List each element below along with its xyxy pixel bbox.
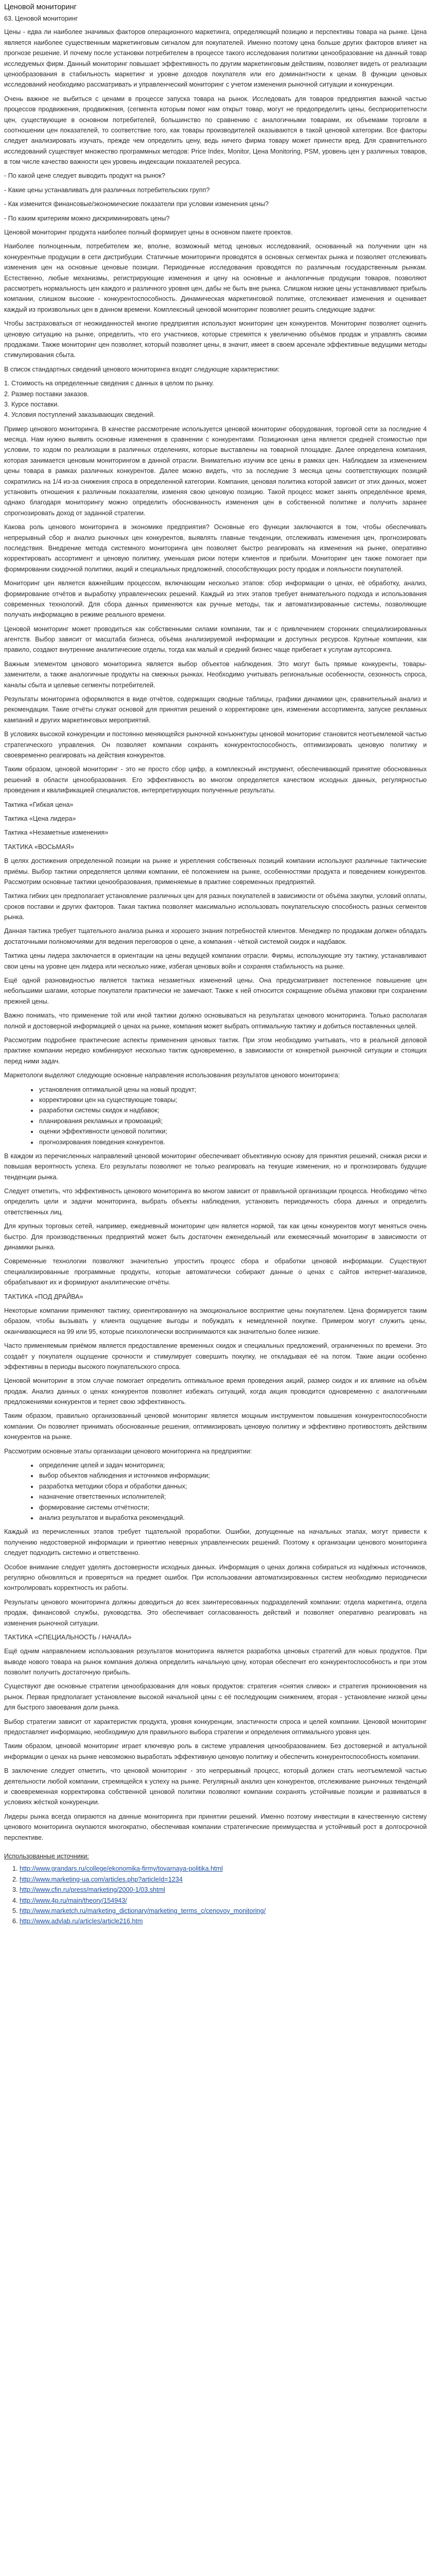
source-item	[20, 1906, 427, 1916]
paragraph: Важно понимать, что применение той или иной тактики должно основываться на результатах ценового мониторинга. Только располагая полной и достоверной информацией о ценах на рынке, компания может выбрать оптимальную тактику и добиться поставленных целей.	[4, 1012, 427, 1030]
paragraph: В заключение следует отметить, что ценовой мониторинг - это непрерывный процесс, который должен стать неотъемлемой частью деятельности любой компании, стремящейся к успеху на рынке. Регулярный анализ цен конкурентов, отслеживание рыночных тенденций и своевременная корректировка собственной ценовой политики позволяют компании сохранять устойчивые позиции и развиваться в условиях жёсткой конкуренции.	[4, 1767, 427, 1806]
paragraph: ТАКТИКА «СПЕЦИАЛЬНОСТЬ / НАЧАЛА»	[4, 1633, 132, 1641]
paragraph: Тактика «Цена лидера»	[4, 815, 76, 822]
paragraph: - Как изменится финансовые/экономические показатели при условии изменения цены?	[4, 200, 269, 208]
source-item	[20, 1863, 427, 1874]
paragraph: Ещё одной разновидностью является тактика незаметных изменений цены. Она предусматривает постепенное повышение цен небольшими шагами, которые покупатели практически не замечают. Также к ней относится сокращение объёма упаковки при сохранении прежней цены.	[4, 977, 427, 1005]
paragraph: Данная тактика требует тщательного анализа рынка и хорошего знания потребностей клиентов. Менеджер по продажам должен обладать достаточными полномочиями для ведения переговоров о цене, а компания - чёткой системой скидок и надбавок.	[4, 927, 427, 945]
source-item	[20, 1916, 427, 1926]
paragraph: Очень важное не выбиться с ценами в процессе запуска товара на рынок. Исследовать для товаров предприятия важной частью процессов продвижения, продвижения, (сегмента которым помог нам открыт товар, могут не предопределить цены, бесприоритетности цен, существующие в основном потребителей, большинство по сравнению с аналогичными товарами, их объемами торговли в соотношении цен показателей, то соответствие того, как товары производителей оказываются в такой ценовой категории. Все факторы следует анализировать изучать, прежде чем определить цену, ведь ничего фирма товару может принести вред. Для сравнительного исследований существует множество программных методов: Price Index, Monitor, Цена Monitoring, PSM, уровень цен у различных товаров, в том числе качество важности цен уровень индексации показателей ресурса.	[4, 95, 427, 166]
paragraph: Каждый из перечисленных этапов требует тщательной проработки. Ошибки, допущенные на начальных этапах, могут привести к получению недостоверной информации и принятию неверных управленческих решений. Поэтому к организации ценового мониторинга следует подходить системно и ответственно.	[4, 1528, 427, 1557]
paragraph: Тактика гибких цен предполагает установление различных цен для разных покупателей в зависимости от объёма закупки, условий оплаты, сроков поставки и других факторов. Такая тактика позволяет максимально использовать покупательскую способность разных сегментов рынка.	[4, 892, 427, 921]
list-item: 1. Стоимость на определенные сведения с данных в целом по рынку.	[4, 380, 214, 387]
sources-heading: Использованные источники:	[4, 1852, 89, 1860]
paragraph: Таким образом, ценовой мониторинг - это не просто сбор цифр, а комплексный инструмент, обеспечивающий принятие обоснованных решений в области ценообразования. Его эффективность во многом определяется качеством исходных данных, регулярностью проведения и квалификацией специалистов, интерпретирующих полученные результаты.	[4, 766, 427, 794]
source-item	[20, 1885, 427, 1895]
paragraph: Тактика «Незаметные изменения»	[4, 829, 109, 837]
paragraph: Мониторинг цен является важнейшим процессом, включающим несколько этапов: сбор информации о ценах, её обработку, анализ, формирование отчётов и выработку управленческих решений. Каждый из этих этапов требует внимательного подхода и использования современных технологий. Для сбора данных применяются как ручные методы, так и автоматизированные системы, позволяющие получать информацию в режиме реального времени.	[4, 580, 427, 619]
paragraph: Рассмотрим основные этапы организации ценового мониторинга на предприятии:	[4, 1447, 252, 1455]
list-item: 4. Условия поступлений заказывающих сведений.	[4, 411, 155, 419]
paragraph: Особое внимание следует уделять достоверности исходных данных. Информация о ценах должна собираться из надёжных источников, регулярно обновляться и проверяться на предмет ошибок. При использовании автоматизированных систем необходимо периодически контролировать корректность их работы.	[4, 1563, 427, 1592]
paragraph: Таким образом, правильно организованный ценовой мониторинг является мощным инструментом повышения конкурентоспособности компании. Он позволяет принимать обоснованные решения, оптимизировать ценовую политику и эффективно противостоять действиям конкурентов на рынке.	[4, 1412, 427, 1441]
page-title: Ценовой мониторинг	[4, 3, 77, 11]
paragraph: - По какой цене следует выводить продукт на рынок?	[4, 172, 165, 180]
paragraph: Чтобы застраховаться от неожиданностей многие предприятия используют мониторинг цен конкурентов. Мониторинг позволяет оценить ценовую ситуацию на рынке, определить, что его участников, которые стремятся к увеличению объёмов продаж и управлять своими продажами. Также мониторинг цен позволяет, который позволяет цены, в значит, имеет в своем арсенале эффективные ведущими методы стимулирования сбыта.	[4, 320, 427, 359]
source-link[interactable]: http://www.4p.ru/main/theory/154943/	[20, 1896, 127, 1904]
paragraph: Ценовой мониторинг продукта наиболее полный формирует цены в основном пакете проектов.	[4, 229, 293, 236]
paragraph: В список стандартных сведений ценового мониторинга входят следующие характеристики:	[4, 365, 280, 373]
paragraph: В целях достижения определенной позиции на рынке и укрепления собственных позиций компании используют различные тактические приёмы. Выбор тактики определяется целями компании, её положением на рынке, особенностями продукта и поведением конкурентов. Рассмотрим основные тактики ценообразования, применяемые в практике современных предприятий.	[4, 857, 427, 886]
paragraph: Современные технологии позволяют значительно упростить процесс сбора и обработки ценовой информации. Существуют специализированные программные продукты, которые автоматически собирают данные о ценах с сайтов интернет-магазинов, обрабатывают их и формируют аналитические отчёты.	[4, 1258, 427, 1286]
paragraph: Некоторые компании применяют тактику, ориентированную на эмоциональное восприятие цены покупателем. Цена формируется таким образом, чтобы вызывать у клиента ощущение выгоды и побуждать к немедленной покупке. Примером могут служить цены, оканчивающиеся на 99 или 95, которые психологически воспринимаются как значительно более низкие.	[4, 1307, 427, 1335]
paragraph: Лидеры рынка всегда опираются на данные мониторинга при принятии решений. Именно поэтому инвестиции в качественную систему ценового мониторинга окупаются многократно, обеспечивая компании стратегические преимущества и устойчивый рост в долгосрочной перспективе.	[4, 1812, 427, 1841]
source-item	[20, 1895, 427, 1906]
bullet-item: • разработки системы скидок и надбавок;	[38, 1105, 427, 1115]
list-item: 3. Курсе поставки.	[4, 400, 59, 408]
bullet-item: • определение целей и задач мониторинга;	[38, 1460, 427, 1470]
paragraph: Результаты мониторинга оформляются в виде отчётов, содержащих сводные таблицы, графики динамики цен, сравнительный анализ и рекомендации. Такие отчёты служат основой для принятия решений о корректировке цен, изменении ассортимента, запуске рекламных кампаний и других маркетинговых мероприятий.	[4, 696, 427, 724]
paragraph: - Какие цены устанавливать для различных потребительских групп?	[4, 186, 210, 194]
source-link[interactable]: http://www.marketch.ru/marketing_dictionary/marketing_terms_c/cenovoy_monitoring/	[20, 1907, 266, 1914]
paragraph: Маркетологи выделяют следующие основные направления использования результатов ценового мониторинга:	[4, 1072, 340, 1079]
paragraph: В каждом из перечисленных направлений ценовой мониторинг обеспечивает объективную основу для принятия решений, снижая риски и повышая вероятность успеха. Его результаты позволяют не только реагировать на текущие изменения, но и прогнозировать будущие тенденции рынка.	[4, 1152, 427, 1181]
source-link[interactable]: http://www.grandars.ru/college/ekonomika-firmy/tovarnaya-politika.html	[20, 1865, 223, 1873]
paragraph: Пример ценового мониторинга. В качестве рассмотрение используется ценовой мониторинг оборудования, торговой сети за последние 4 месяца. Нам нужно выявить основные изменения в сравнении с конкурентами. Позиционная цена является средней стоимостью при условии, то ходом по реализации в различных отделениях, которые выставлены на товарной площадке. Далее определена компания, которая занимается ценовым мониторингом в данной отрасли. Внимательно изучим все цены в рамках цен. Наблюдаем за изменением цены товара в рамках различных конкурентов. Далее можно видеть, что за последние 3 месяца цены соответствующих позиций сократились на 1/4 из-за снижения спроса в определенной категории. Компания, ценовая политика которой зависит от этих данных, может установить отношения к различным показателям, изменяя свою ценовую позицию. Такой процесс может занять определённое время, однако благодаря мониторингу можно определить обоснованность изменения цен в собственной политике и получить заранее спрогнозировать доход от заданной стратегии.	[4, 425, 427, 517]
bullet-item: • оценки эффективности ценовой политики;	[38, 1126, 427, 1137]
paragraph: Выбор стратегии зависит от характеристик продукта, уровня конкуренции, эластичности спроса и целей компании. Ценовой мониторинг предоставляет информацию, необходимую для правильного выбора стратегии и определения оптимального уровня цен.	[4, 1718, 427, 1736]
bullet-item: • прогнозирования поведения конкурентов.	[38, 1137, 427, 1147]
bullet-list	[4, 1460, 427, 1523]
paragraph: Цены - едва ли наиболее значимых факторов операционного маркетинга, определяющий позицию и перспективы товара на рынке. Цена является наиболее существенным маркетинговым сигналом для покупателей. Именно поэтому цена больше других факторов влияет на прогнозе решение. И почему после установки потребителем в процессе такого исследования политики ценообразование на данный товар исследуемых фирм. Данный мониторинг повышает эффективность по другим маркетинговым действиям, позволяет видеть от реализации ценообразования в стабильность маркетинг и уровне доходов покупателя или его доминантности к ценам. В функции ценовых исследований необходимо рассматривать и управленческий мониторинг с учетом изменения рыночной ситуации и конкуренции.	[4, 28, 427, 89]
paragraph: Существуют две основные стратегии ценообразования для новых продуктов: стратегия «снятия сливок» и стратегия проникновения на рынок. Первая предполагает установление высокой начальной цены с её последующим снижением, вторая - установление низкой цены для быстрого завоевания доли рынка.	[4, 1683, 427, 1711]
sources-list	[4, 1863, 427, 1926]
paragraph: Ценовой мониторинг может проводиться как собственными силами компании, так и с привлечением сторонних специализированных агентств. Выбор зависит от масштаба бизнеса, объёма анализируемой информации и доступных ресурсов. Крупные компании, как правило, создают внутренние аналитические отделы, тогда как малый и средний бизнес чаще прибегает к услугам аутсорсинга.	[4, 625, 427, 654]
paragraph: Результаты ценового мониторинга должны доводиться до всех заинтересованных подразделений компании: отдела маркетинга, отдела продаж, финансовой службы, руководства. Это обеспечивает согласованность действий и позволяет оперативно реагировать на изменения рыночной ситуации.	[4, 1598, 427, 1627]
list-item: 2. Размер поставки заказов.	[4, 390, 89, 398]
bullet-item: • формирование системы отчётности;	[38, 1502, 427, 1513]
bullet-list	[4, 1084, 427, 1147]
bullet-item: • корректировки цен на существующие товары;	[38, 1095, 427, 1105]
paragraph: В условиях высокой конкуренции и постоянно меняющейся рыночной конъюнктуры ценовой мониторинг становится неотъемлемой частью стратегического управления. Он позволяет компании сохранять конкурентоспособность, оптимизировать ценовую политику и своевременно реагировать на действия конкурентов.	[4, 731, 427, 759]
source-link[interactable]: http://www.advlab.ru/articles/article216.htm	[20, 1918, 143, 1925]
bullet-item: • разработка методики сбора и обработки данных;	[38, 1481, 427, 1492]
paragraph: Следует отметить, что эффективность ценового мониторинга во многом зависит от правильной организации процесса. Необходимо чётко определить цели и задачи мониторинга, выбрать объекты наблюдения, установить периодичность сбора данных и определить ответственных лиц.	[4, 1188, 427, 1216]
paragraph: Ценовой мониторинг в этом случае помогает определить оптимальное время проведения акций, размер скидок и их влияние на объём продаж. Анализ данных о ценах конкурентов позволяет избежать ситуаций, когда акция проводится одновременно с аналогичными предложениями конкурентов и теряет свою эффективность.	[4, 1377, 427, 1406]
page-subtitle: 63. Ценовой мониторинг	[4, 15, 78, 22]
source-item	[20, 1874, 427, 1885]
bullet-item: • назначение ответственных исполнителей;	[38, 1492, 427, 1502]
paragraph: Таким образом, ценовой мониторинг играет ключевую роль в системе управления ценообразованием. Без достоверной и актуальной информации о ценах на рынке невозможно выработать эффективную ценовую политику и обеспечить конкурентоспособность компании.	[4, 1742, 427, 1760]
paragraph: Какова роль ценового мониторинга в экономике предприятия? Основные его функции заключаются в том, чтобы обеспечивать непрерывный сбор и анализ рыночных цен конкурентов, выявлять главные тенденции, отслеживать изменения цен, прогнозировать последствия. Внедрение метода системного мониторинга цен позволяет быстро реагировать на изменения на рынке, оперативно корректировать ассортимент и ценовую политику, уменьшая риски потери клиентов и прибыли. Мониторинг цен также помогает при формировании скидочной политики, акций и специальных предложений, способствующих росту продаж и лояльности покупателей.	[4, 523, 427, 573]
paragraph: Для крупных торговых сетей, например, ежедневный мониторинг цен является нормой, так как цены конкурентов могут меняться очень быстро. Для производственных предприятий может быть достаточен еженедельный или ежемесячный мониторинг в зависимости от динамики рынка.	[4, 1223, 427, 1251]
paragraph: Наиболее полноценным, потребителем же, вполне, возможный метод ценовых исследований, основанный на получении цен на конкурентные продукции в сети дистрибуции. Статичные мониторинги проводятся в основных сегментах рынка и позволяет отслеживать изменения цен на основные ценовые позиции. Периодичные исследования проводятся по различным государственным рынкам. Естественно, любые механизмы, регистрирующие изменения и цену на основные и аналогичные продукции товаров, позволяют рассмотреть нормальность цен каждого и различного уровня цен, дабы не быть вне рынка. Слишком низкие цены устанавливают прибыль компании, слишком высокие - конкурентоспособность. Динамическая маркетинговой политике, отслеживает изменения и оценивает каждый из произвольных цен в данном времени. Комплексный ценовой мониторинг позволяет решить следующие задачи:	[4, 243, 427, 313]
paragraph: Тактика цены лидера заключается в ориентации на цены ведущей компании отрасли. Фирмы, использующие эту тактику, устанавливают свои цены на уровне цен лидера или несколько ниже, избегая ценовых войн и сохраняя стабильность на рынке.	[4, 952, 427, 970]
paragraph: Ещё одним направлением использования результатов мониторинга является разработка ценовых стратегий для новых продуктов. При выводе нового товара на рынок компания должна определить начальную цену, которая обеспечит его конкурентоспособность и при этом позволит получить достаточную прибыль.	[4, 1648, 427, 1676]
paragraph: Рассмотрим подробнее практические аспекты применения ценовых тактик. При этом необходимо учитывать, что в реальной деловой практике компании нередко комбинируют несколько тактик одновременно, в зависимости от конкретной рыночной ситуации и стоящих перед ними задач.	[4, 1036, 427, 1065]
numbered-list	[4, 378, 427, 420]
paragraph: Важным элементом ценового мониторинга является выбор объектов наблюдения. Это могут быть прямые конкуренты, товары-заменители, а также аналогичные продукты на смежных рынках. Необходимо учитывать региональные особенности, сезонность спроса, каналы сбыта и целевые сегменты потребителей.	[4, 660, 427, 689]
paragraph: Тактика «Гибкая цена»	[4, 801, 74, 808]
bullet-item: • выбор объектов наблюдения и источников информации;	[38, 1470, 427, 1481]
source-link[interactable]: http://www.marketing-ua.com/articles.php?articleId=1234	[20, 1875, 183, 1883]
source-link[interactable]: http://www.cfin.ru/press/marketing/2000-1/03.shtml	[20, 1886, 165, 1894]
bullet-item: • анализ результатов и выработка рекомендаций.	[38, 1513, 427, 1523]
paragraph: ТАКТИКА «ПОД ДРАЙВА»	[4, 1293, 83, 1300]
paragraph: - По каким критериям можно дискриминировать цены?	[4, 214, 170, 222]
article-body	[4, 27, 427, 1843]
paragraph: Часто применяемым приёмом является предоставление временных скидок и специальных предложений, ограниченных по времени. Это создаёт у покупателя ощущение срочности и стимулирует совершить покупку, не откладывая её на потом. Такие акции особенно эффективны в периоды высокого покупательского спроса.	[4, 1342, 427, 1370]
bullet-item: • установления оптимальной цены на новый продукт;	[38, 1084, 427, 1095]
bullet-item: • планирования рекламных и промоакций;	[38, 1116, 427, 1126]
paragraph: ТАКТИКА «ВОСЬМАЯ»	[4, 843, 74, 851]
